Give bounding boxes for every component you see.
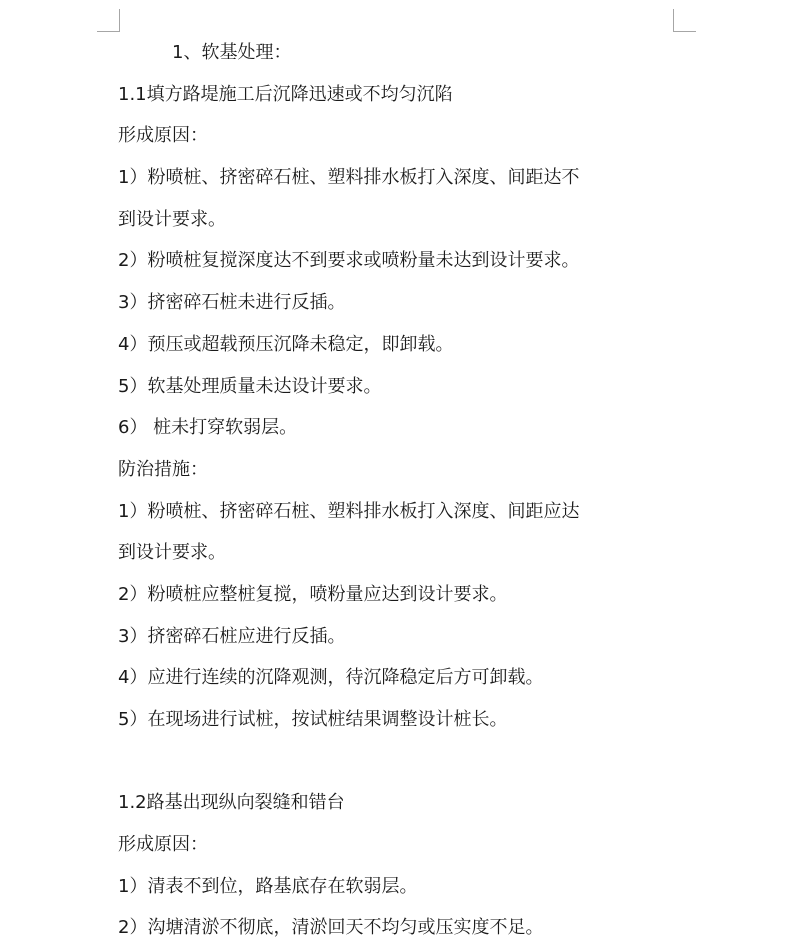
paragraph-line: 2）粉喷桩复搅深度达不到要求或喷粉量未达到设计要求。 [118,250,580,272]
paragraph-line: 3）挤密碎石桩未进行反插。 [118,292,346,314]
paragraph-line: 1）粉喷桩、挤密碎石桩、塑料排水板打入深度、间距达不 [118,167,580,189]
document-body [118,32,678,949]
paragraph-line: 2）粉喷桩应整桩复搅，喷粉量应达到设计要求。 [118,583,508,605]
blank-line [118,741,678,783]
section-heading: 1、软基处理： [172,42,292,63]
paragraph-label: 形成原因： [118,834,208,856]
paragraph-line: 6） 桩未打穿软弱层。 [118,417,298,439]
paragraph-line: 5）软基处理质量未达设计要求。 [118,375,382,397]
crop-mark-top-left [97,9,120,32]
paragraph-line: 3）挤密碎石桩应进行反插。 [118,625,346,647]
paragraph-label: 防治措施： [118,458,208,480]
paragraph-line: 到设计要求。 [118,208,226,230]
paragraph-line: 4）应进行连续的沉降观测，待沉降稳定后方可卸载。 [118,667,544,689]
subsection-heading: 1.2路基出现纵向裂缝和错台 [118,792,345,814]
paragraph-line: 到设计要求。 [118,542,226,564]
paragraph-line: 4）预压或超载预压沉降未稳定，即卸载。 [118,333,454,355]
paragraph-line: 5）在现场进行试桩，按试桩结果调整设计桩长。 [118,709,508,730]
paragraph-label: 形成原因： [118,125,208,147]
paragraph-line: 1）粉喷桩、挤密碎石桩、塑料排水板打入深度、间距应达 [118,500,580,522]
paragraph-line: 1）清表不到位，路基底存在软弱层。 [118,875,418,897]
paragraph-line: 2）沟塘清淤不彻底，清淤回天不均匀或压实度不足。 [118,917,544,939]
subsection-heading: 1.1填方路堤施工后沉降迅速或不均匀沉陷 [118,83,453,105]
crop-mark-top-right [673,9,696,32]
